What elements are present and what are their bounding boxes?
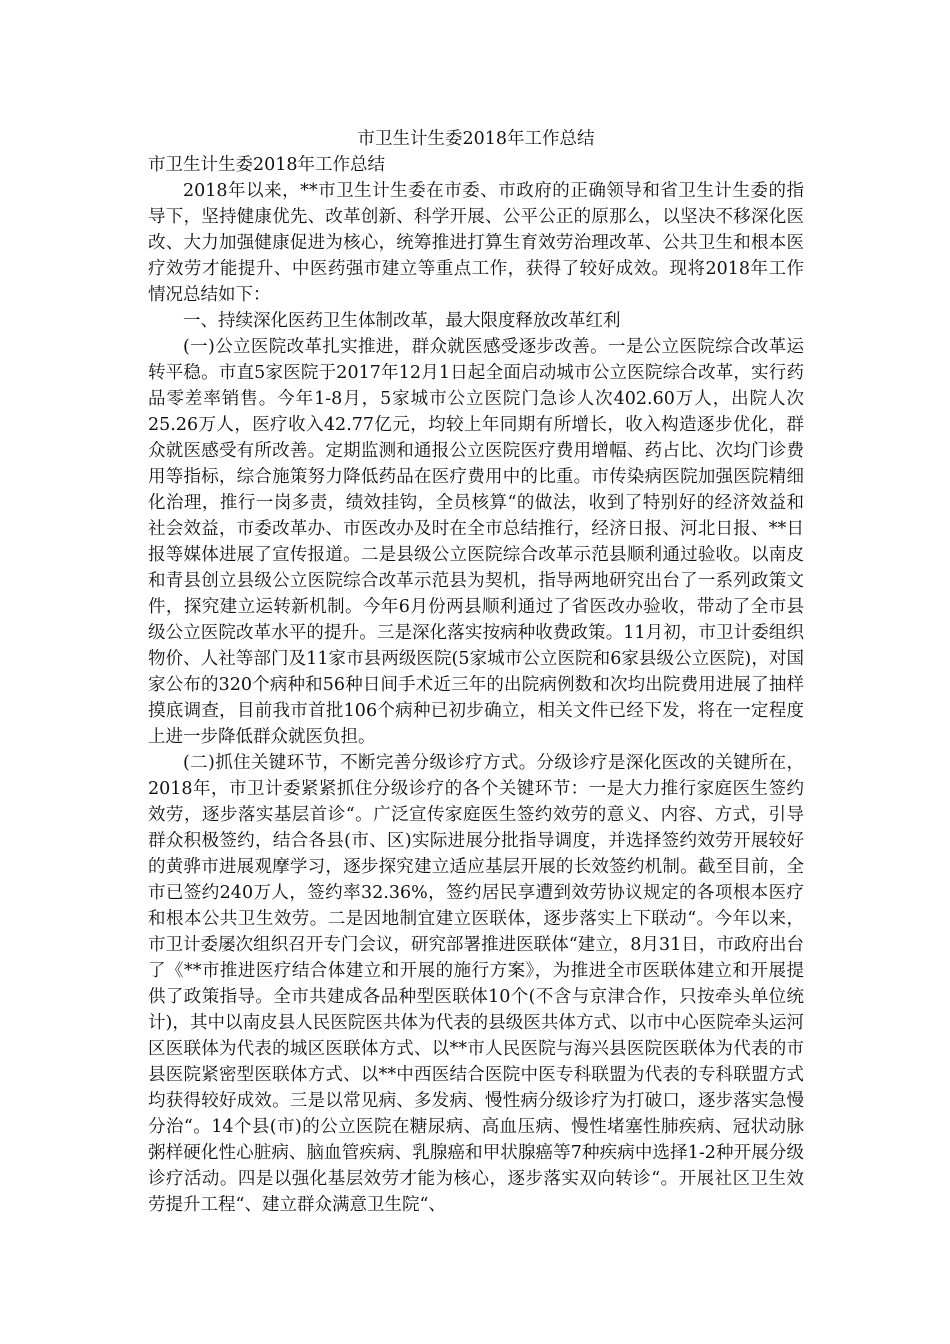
paragraph-hospital-reform: (一)公立医院改革扎实推进，群众就医感受逐步改善。一是公立医院综合改革运转平稳。市直5家医院于2017年12月1日起全面启动城市公立医院综合改革，实行药品零差率销售。今年1-8月，5家城市公立医院门急诊人次402.60万人，出院人次25.26万人，医疗收入42.77亿元，均较上年同期有所增长，收入构造逐步优化，群众就医感受有所改善。定期监测和通报公立医院医疗费用增幅、药占比、次均门诊费用等指标，综合施策努力降低药品在医疗费用中的比重。市传染病医院加强医院精细化治理，推行一岗多责，绩效挂钩，全员核算“的做法，收到了特别好的经济效益和社会效益，市委改革办、市医改办及时在全市总结推行，经济日报、河北日报、**日报等媒体进展了宣传报道。二是县级公立医院综合改革示范县顺利通过验收。以南皮和青县创立县级公立医院综合改革示范县为契机，指导两地研究出台了一系列政策文件，探究建立运转新机制。今年6月份两县顺利通过了省医改办验收，带动了全市县级公立医院改革水平的提升。三是深化落实按病种收费政策。11月初，市卫计委组织物价、人社等部门及11家市县两级医院(5家城市公立医院和6家县级公立医院)，对国家公布的320个病种和56种日间手术近三年的出院病例数和次均出院费用进展了抽样摸底调查，目前我市首批106个病种已初步确立，相关文件已经下发，将在一定程度上进一步降低群众就医负担。 [148,337,804,747]
document-body [148,126,804,1218]
paragraph-intro: 2018年以来，**市卫生计生委在市委、市政府的正确领导和省卫生计生委的指导下，坚持健康优先、改革创新、科学开展、公平公正的原那么，以坚决不移深化医改、大力加强健康促进为核心，统筹推进打算生育效劳治理改革、公共卫生和根本医疗效劳才能提升、中医药强市建立等重点工作，获得了较好成效。现将2018年工作情况总结如下： [148,181,804,305]
document-title: 市卫生计生委2018年工作总结 [357,129,595,149]
section-heading-1: 一、持续深化医药卫生体制改革，最大限度释放改革红利 [183,311,621,331]
document-subtitle: 市卫生计生委2018年工作总结 [148,155,386,175]
paragraph-tiered-care: (二)抓住关键环节，不断完善分级诊疗方式。分级诊疗是深化医改的关键所在，2018年，市卫计委紧紧抓住分级诊疗的各个关键环节：一是大力推行家庭医生签约效劳，逐步落实基层首诊“。广泛宣传家庭医生签约效劳的意义、内容、方式，引导群众积极签约，结合各县(市、区)实际进展分批指导调度，并选择签约效劳开展较好的黄骅市进展观摩学习，逐步探究建立适应基层开展的长效签约机制。截至目前，全市已签约240万人，签约率32.36%，签约居民享遭到效劳协议规定的各项根本医疗和根本公共卫生效劳。二是因地制宜建立医联体，逐步落实上下联动“。今年以来，市卫计委屡次组织召开专门会议，研究部署推进医联体“建立，8月31日，市政府出台了《**市推进医疗结合体建立和开展的施行方案》，为推进全市医联体建立和开展提供了政策指导。全市共建成各品种型医联体10个(不含与京津合作，只按牵头单位统计)，其中以南皮县人民医院医共体为代表的县级医共体方式、以市中心医院牵头运河区医联体为代表的城区医联体方式、以**市人民医院与海兴县医院医联体为代表的市县医院紧密型医联体方式、以**中西医结合医院中医专科联盟为代表的专科联盟方式均获得较好成效。三是以常见病、多发病、慢性病分级诊疗为打破口，逐步落实急慢分治“。14个县(市)的公立医院在糖尿病、高血压病、慢性堵塞性肺疾病、冠状动脉粥样硬化性心脏病、脑血管疾病、乳腺癌和甲状腺癌等7种疾病中选择1-2种开展分级诊疗活动。四是以强化基层效劳才能为核心，逐步落实双向转诊“。开展社区卫生效劳提升工程“、建立群众满意卫生院“、 [148,753,804,1215]
